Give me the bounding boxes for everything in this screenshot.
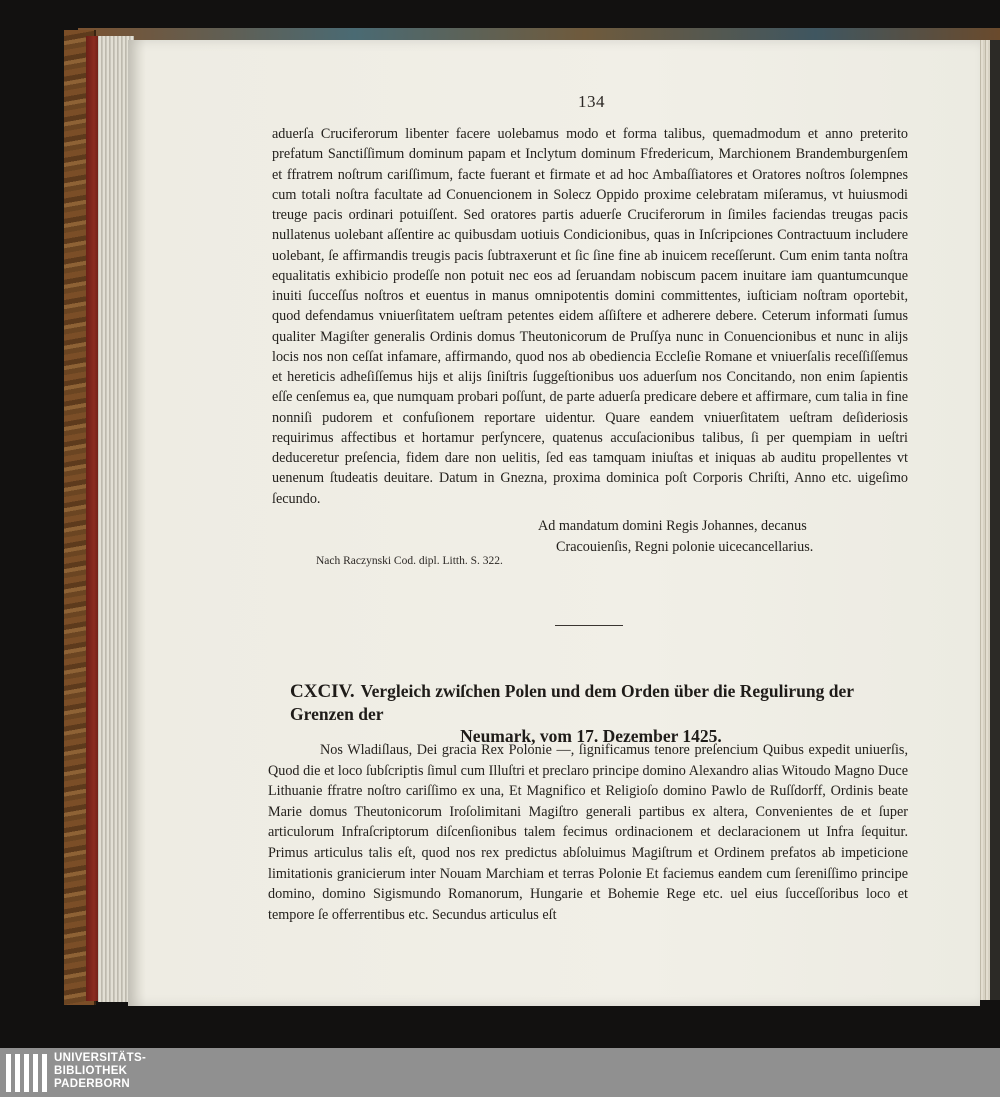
background-edge — [990, 40, 1000, 1000]
library-name-line: PADERBORN — [54, 1078, 130, 1090]
section-number: CXCIV. — [290, 681, 355, 702]
library-footer — [0, 1048, 1000, 1097]
continued-document-text — [272, 124, 908, 509]
source-note: Nach Raczynski Cod. dipl. Litth. S. 322. — [316, 555, 503, 567]
signature-block — [538, 516, 898, 557]
signature-line: Cracouienſis, Regni polonie uicecancellarius. — [556, 538, 814, 555]
heading-line: Vergleich zwiſchen Polen und dem Orden über die Regulirung der Grenzen der — [290, 681, 854, 724]
library-name-line: UNIVERSITÄTS- — [54, 1052, 147, 1064]
section-divider — [555, 625, 623, 626]
new-document-text — [268, 740, 908, 925]
section-heading — [290, 680, 910, 747]
library-name-line: BIBLIOTHEK — [54, 1065, 128, 1077]
signature-line: Ad mandatum domini Regis Johannes, decanus — [538, 518, 807, 534]
document-paragraph: Nos Wladiſlaus, Dei gracia Rex Polonie —, ſignificamus tenore preſencium Quibus expedit uniuerſis, Quod die et loco ſubſcriptis ſimul cum Illuſtri et preclaro principe domino Alexandro alias Witoudo Magno Duce Lithuanie ffratre noſtro cariſſimo ex una, Et Magnifico et Religioſo domino Pawlo de Ruſſdorff, Ordinis beate Marie domus Theutonicorum Iroſolimitani Magiſtro generali partibus ex altera, Convenientes de et ſuper articulorum Infraſcriptorum diſcenſionibus talem fecimus ordinacionem et declaracionem ut Infra ſequitur. Primus articulus talis eſt, quod nos rex predictus abſoluimus Magiſtrum et Ordinem prefatos ab impeticione limitationis granicierum inter Nouam Marchiam et terras Polonie Et faciemus eandem cum ſereniſſimo principe domino, domino Sigismundo Romanorum, Hungarie et Bohemie Rege etc. uel eius ſucceſſoribus loco et tempore ſe offerrentibus etc. Secundus articulus eſt — [268, 742, 908, 923]
library-logo-icon — [6, 1054, 48, 1092]
page-number: 134 — [578, 92, 605, 111]
document-paragraph: aduerſa Cruciferorum libenter facere uolebamus modo et forma talibus, quemadmodum et anno preterito prefatum Sanctiſſimum dominum papam et Inclytum dominum Ffredericum, Marchionem Brandemburgenſem et ffratrem noſtrum cariſſimum, facte fuerant et firmate et ad hoc Ambaſſiatores et Oratores noſtros ſolempnes cum totali noſtra facultate ad Conuencionem in Solecz Oppido proxime celebratam miſeramus, vt huiusmodi treuge pacis ordinari potuiſſent. Sed oratores partis aduerſe Cruciferorum in ſimiles faciendas treugas pacis nullatenus uolebant aſſentire ac quibusdam uotiuis Condicionibus, quas in Inſcripciones Contractuum includere uolebant, ſe affirmandis treugis pacis ſubtraxerunt et ſic ſine fine ab inuicem receſſerunt. Cum enim tanta noſtra equalitatis exhibicio prodeſſe non potuit nec eos ad ſeruandam nobiscum pacem inuitare iam quantumcunque inuiti ſucceſſus noſtros et euentus in manus omnipotentis domini committentes, iuſticiam noſtram oportebit, quod defendamus vniuerſitatem ueſtram petentes eidem aſſiſtere et adherere debere. Ceterum informati ſumus qualiter Magiſter generalis Ordinis domus Theutonicorum de Pruſſya nunc in Conuencionibus et nunc in alijs locis nos non ceſſat infamare, affirmando, quod nos ab obediencia Eccleſie Romane et vniuerſalis receſſiſſemus et hereticis adheſiſſemus hijs et alijs ſiniſtris ſuggeſtionibus uos aduerſum nos Concitando, non enim ſapientis eſſe cenſemus ea, que numquam probari poſſunt, de parte aduerſa predicare debere et affirmare, cum talia in fine nonniſi pudorem et confuſionem reportare uidentur. Quare eandem vniuerſitatem ueſtram deſideriosis requirimus affectibus et hortamur perſyncere, quatenus accuſacionibus talibus, ſi per quempiam in ueſtri deduceretur preſencia, fidem dare non uelitis, ſed eas tamquam iniuſtas et iniquas ab auditu propellentes vt uenenum ſtudeatis deuitare. Datum in Gnezna, proxima dominica poſt Corporis Chriſti, Anno etc. uigeſimo ſecundo. — [272, 126, 908, 507]
library-name — [54, 1052, 146, 1091]
heading-line: Neumark, vom 17. Dezember 1425. — [460, 726, 722, 746]
